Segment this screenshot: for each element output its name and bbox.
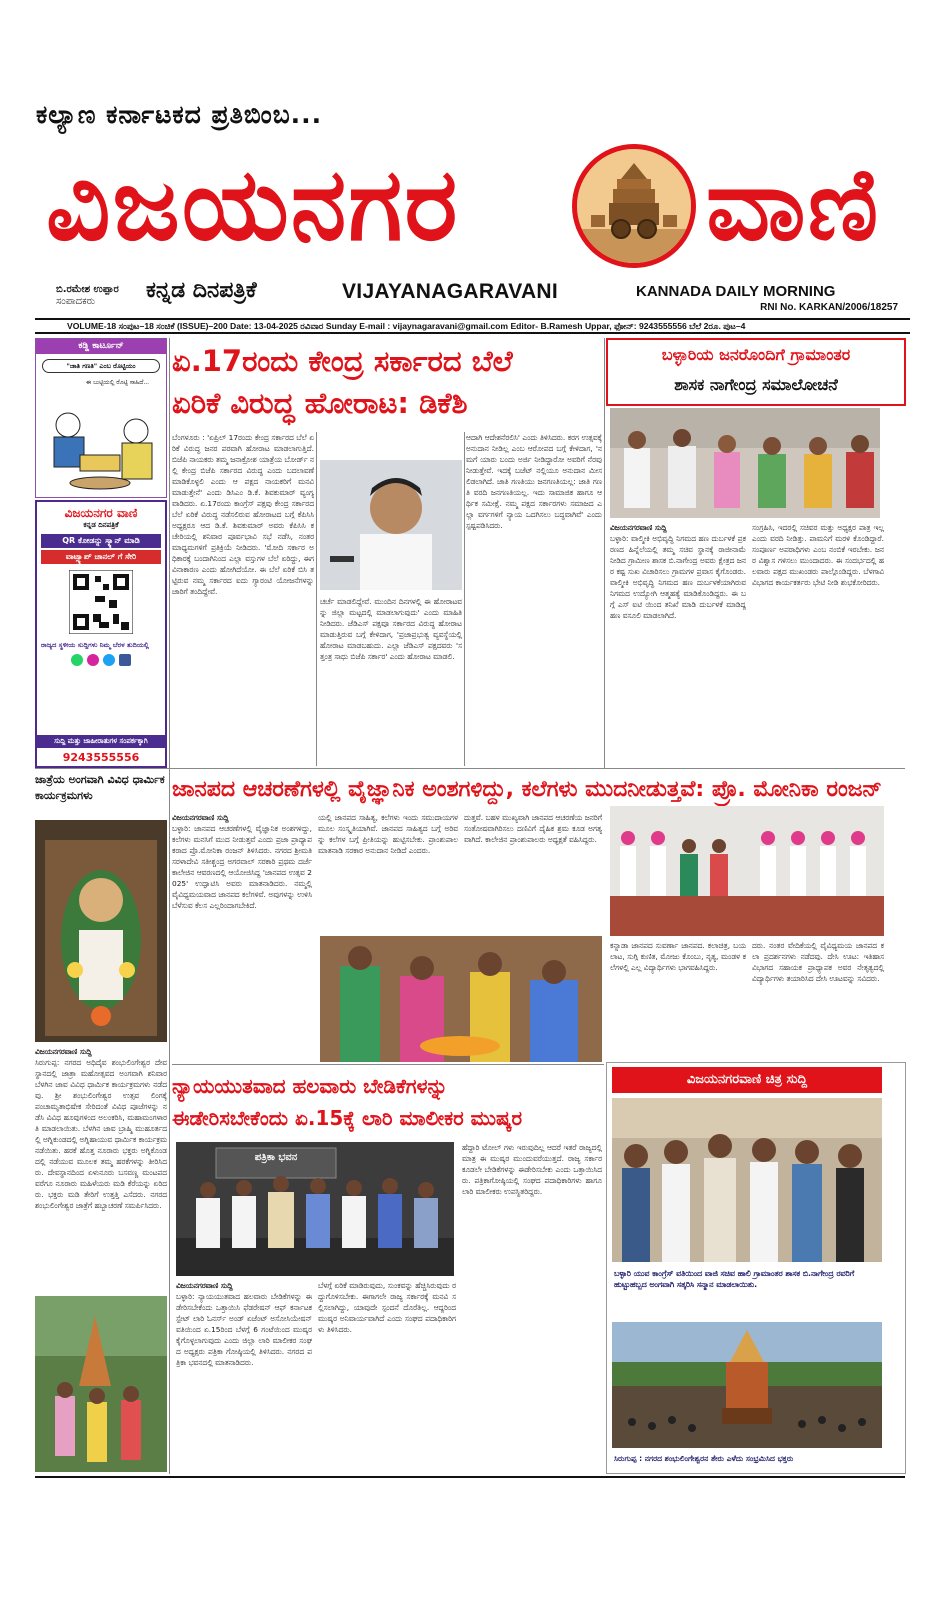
folk-col-3: ದುತ್ತವೆ. ಬಹಳ ಮುಖ್ಯವಾಗಿ ಜಾನಪದ ಆಚರಣೆಯ ಜನರಿಗೆ ಸಂತೋಷವಾಗಿರಿಸಲು ದಣಿವಿಗೆ ದೈಹಿಕ ಶ್ರಮ ಕೂಡ ಅಗತ್ಯವಾಗಿದೆ. ಕಾಲೇಜಿನ ಪ್ರಾಂಶುಪಾಲರು ಅಧ್ಯಕ್ಷತೆ ವಹಿಸಿದ್ದರು. [464,813,602,844]
whatsapp-icon[interactable] [71,654,83,666]
cartoon-heading: ಕಡ್ಡಿ ಕಾರ್ಟೂನ್ [36,339,166,354]
masthead-tagline: ಕಲ್ಯಾಣ ಕರ್ನಾಟಕದ ಪ್ರತಿಬಿಂಬ... [36,100,323,129]
issue-info-bar: VOLUME-18 ಸಂಪುಟ–18 ಸಂಚಿಕೆ (ISSUE)–200 Date: 13-04-2025 ರವಿವಾರ Sunday E-mail : vijaynagaravani@gmail.com Editor- B.Ramesh Uppar, ಫೋನ್: 9243555556 ಬೆಲೆ 2ರೂ. ಪುಟ–4 [35,318,910,334]
column-rule [316,432,317,766]
chariot-festival-photo [612,1322,882,1448]
jatre-body-text: ಸಿರುಗುಪ್ಪ: ನಗರದ ಅಧಿದೈವ ಶಂಭುಲಿಂಗೇಶ್ವರ ದೇವಸ್ಥಾನದಲ್ಲಿ ಜಾತ್ರಾ ಮಹೋತ್ಸವದ ಅಂಗವಾಗಿ ಶನಿವಾರ ಬೆಳಗಿನ ಜಾವ ವಿವಿಧ ಧಾರ್ಮಿಕ ಕಾರ್ಯಕ್ರಮಗಳು ನಡೆದವು. ಶ್ರೀ ಶಂಭುಲಿಂಗೇಶ್ವರ ಉತ್ಸವ ಲಿಂಗಕ್ಕೆ ಪಂಚಾಮೃತಾಭಿಷೇಕ ಸೇರಿದಂತೆ ವಿವಿಧ ಪೂಜೆಗಳನ್ನು ನಡೆಸಿ ವಿವಿಧ ಹೂವುಗಳಿಂದ ಅಲಂಕರಿಸಿ, ಮಹಾಮಂಗಳಾರತಿ ಮಾಡಲಾಯಿತು. ಬೆಳಗಿನ ಜಾವ ಬ್ರಾಹ್ಮಿ ಮುಹೂರ್ತದಲ್ಲಿ ಅಗ್ನಿಕುಂಡದಲ್ಲಿ ಅಗ್ನಿಹಾಯುವ ಧಾರ್ಮಿಕ ಕಾರ್ಯಕ್ರಮ ನಡೆಯಿತು. ಹರಕೆ ಹೊತ್ತ ನೂರಾರು ಭಕ್ತರು ಅಗ್ನಿಕೊಂಡದಲ್ಲಿ ನಡೆಯುವ ಮೂಲಕ ತಮ್ಮ ಹರಕೆಗಳನ್ನು ತೀರಿಸಿದರು. ದೇವಸ್ಥಾನದಿಂದ ಏಳುನೂರು ಬಸವಣ್ಣ ಮಂಟಪದ ವರೆಗೂ ನೂರಾರು ಮಹಿಳೆಯರು ಮಡಿ ಕೆರೆಯನ್ನು ಏರಿದರು. ಭಕ್ತರು ಮಡಿ ತೇರಿಗೆ ಉತ್ತತ್ತಿ ಎಸೆದರು. ನಗರದ ಶಂಭುಲಿಂಗೇಶ್ವರ ಜಾತ್ರೆಗೆ ಹಬ್ಬಾಚರಣೆ ಸಮರ್ಪಿಸಿದರು. [35,1058,167,1210]
column-rule [169,338,170,1474]
logo-word-left: ವಿಜಯನಗರ [46,146,460,263]
lorry-col-1 [176,1280,312,1472]
editor-role: ಸಂಪಾದಕರು [56,296,96,307]
chitra-banner: ವಿಜಯನಗರವಾಣಿ ಚಿತ್ರ ಸುದ್ದಿ [612,1067,882,1093]
folk-col-2: ಯಲ್ಲಿ ಜಾನಪದ ಸಾಹಿತ್ಯ, ಕಲೆಗಳು ಇಂದು ಸಮುದಾಯಗಳ ಮೂಲ ಸಂಸ್ಕೃತಿಯಾಗಿವೆ. ಜಾನಪದ ಸಾಹಿತ್ಯದ ಬಗ್ಗೆ ಅರಿವನ್ನು ಕಲೆಗಳ ಬಗ್ಗೆ ಪ್ರೀತಿಯನ್ನು ಹುಟ್ಟಿಸಬೇಕು. ಪ್ರಾಂಶುಪಾಲ ಮಾತನಾಡಿ ಸರಕಾರ ಅನುದಾನ ನೀಡಿದೆ ಎಂದರು. [318,813,458,855]
ad-subtitle: ಕನ್ನಡ ದಿನಪತ್ರಿಕೆ [83,521,119,529]
logo-word-right: ವಾಣಿ [706,146,881,263]
deity-photo [35,820,167,1042]
lead-col-2: ಚರ್ಚೆ ಮಾಡಲಿದ್ದೇವೆ. ಮುಂದಿನ ದಿನಗಳಲ್ಲಿ ಈ ಹೋರಾಟವನ್ನು ಜಿಲ್ಲಾ ಮಟ್ಟದಲ್ಲಿ ಮಾಡಲಾಗುವುದು' ಎಂದು ಮಾಹಿತಿ ನೀಡಿದರು. ಜೆಡಿಎಸ್ ಪಕ್ಷವೂ ಸರ್ಕಾರದ ವಿರುದ್ಧ ಹೋರಾಟ ಮಾಡುತ್ತಿರುವ ಬಗ್ಗೆ ಕೇಳಿದಾಗ, 'ಪ್ರಜಾಪ್ರಭುತ್ವ ವ್ಯವಸ್ಥೆಯಲ್ಲಿ ಹೋರಾಟ ಮಾಡಬಹುದು. ಎಲ್ಲಾ ಜೆಡಿಎಸ್ ಪಕ್ಷದವರು 'ಸತ್ತಂತ್ರ ಸಾಧು ಬಿಜೆಪಿ ಸರ್ಕಾರ' ಎಂದು ಹೋರಾಟ ಮಾಡಲಿ. [320,597,462,661]
folk-col-4: ಕನ್ನಾಡಾ ಜಾನಪದ ಸುವರ್ಣಾ ಜಾನಪದ. ಕಲಾಚಿತ್ರ, ಬಯಲಾಟ, ಸುಗ್ಗಿ ಕುಣಿತ, ಮೋಜು ಕೊಂಬು, ನೃತ್ಯ, ಮಂಡಳ ಕಲೆಗಳಲ್ಲಿ ಎಲ್ಲ ವಿದ್ಯಾರ್ಥಿಗಳು ಭಾಗವಹಿಸಿದ್ದರು. [610,941,746,972]
editor-name: ಬಿ.ರಮೇಶ ಉಪ್ಪಾರ [56,284,119,295]
ballari-col-1-text: ಬಳ್ಳಾರಿ: ವಾಲ್ಮೀಕಿ ಅಭಿವೃದ್ಧಿ ನಿಗಮದ ಹಣ ದುರ್ಬಳಕೆ ಪ್ರಕರಣದ ಹಿನ್ನೆಲೆಯಲ್ಲಿ ತಮ್ಮ ಸಚಿವ ಸ್ಥಾನಕ್ಕೆ ರಾಜೀನಾಮೆ ನೀಡಿದ ಗ್ರಾಮೀಣ ಶಾಸಕ ಬಿ.ನಾಗೇಂದ್ರ ಅವರು ಕ್ಷೇತ್ರದ ಜನರ ಕಷ್ಟ ಸುಖ ವಿಚಾರಿಸಲು ಗ್ರಾಮಗಳ ಪ್ರವಾಸ ಕೈಗೊಂಡರು. ವಾಲ್ಮೀಕಿ ಅಭಿವೃದ್ಧಿ ನಿಗಮದ ಹಣ ದುರ್ಬಳಕೆಯಾಗಿರುವ ನಿಗಮದ ಉದ್ಯೋಗಿ ಆತ್ಮಹತ್ಯೆ ಮಾಡಿಕೊಂಡಿದ್ದರು. ಈ ಬಗ್ಗೆ ಎಸ್ ಐಟಿ ಯಿಂದ ತನಿಖೆ ಮಾಡಿ ದುರ್ಬಳಕೆ ಮಾಡಿದ್ದ ಹಣ ವಸೂಲಿ ಮಾಡಲಾಗಿದೆ. [610,534,746,620]
lead-headline [172,340,604,424]
instagram-icon[interactable] [87,654,99,666]
lead-headline-line2: ಏರಿಕೆ ವಿರುದ್ಧ ಹೋರಾಟ: ಡಿಕೆಶಿ [172,386,468,420]
lorry-headline-line2: ಈಡೇರಿಸಬೇಕೆಂದು ಏ.15ಕ್ಕೆ ಲಾರಿ ಮಾಲೀಕರ ಮುಷ್ಕರ [172,1106,523,1130]
ad-qr-line: QR ಕೋಡನ್ನು ಸ್ಕ್ಯಾನ್ ಮಾಡಿ [41,534,161,548]
rni-number: RNI No. KARKAN/2006/18257 [760,302,898,313]
chitra-caption-2: ಸಿರುಗುಪ್ಪ : ನಗರದ ಶಂಭುಲಿಂಗೇಶ್ವರನ ತೇರು ಎಳೆದು ಸಂಭ್ರಮಿಸಿದ ಭಕ್ತರು [614,1454,794,1463]
lorry-col-3: ಹೆದ್ದಾರಿ ಟೋಲ್ ಗಳು ಇರುವುದಿಲ್ಲ ಆದರೆ ಇತರೆ ರಾಜ್ಯದಲ್ಲಿ ಮಾತ್ರ ಈ ಮುಷ್ಕರ ಮುಂದುವರೆಯುತ್ತದೆ. ರಾಜ್ಯ ಸರ್ಕಾರ ಕೂಡಲೇ ಬೇಡಿಕೆಗಳನ್ನು ಈಡೇರಿಸಬೇಕು ಎಂದು ಒತ್ತಾಯಿಸಿದರು. ಪತ್ರಿಕಾಗೋಷ್ಠಿಯಲ್ಲಿ ಸಂಘದ ಪದಾಧಿಕಾರಿಗಳು ಹಾಗೂ ಲಾರಿ ಮಾಲೀಕರು ಉಪಸ್ಥಿತರಿದ್ದರು. [462,1143,602,1196]
lead-col-3: ಆದಾಗಿ ಆದೇಶನೆರಲಿಸಿ' ಎಂದು ತಿಳಿಸಿದರು. ಕರಗ ಉತ್ಸವಕ್ಕೆ ಅನುದಾನ ನೀಡಿಲ್ಲ ಎಂಬ ಆರೋಪದ ಬಗ್ಗೆ ಕೇಳಿದಾಗ, 'ನಮಗೆ ಯಾರು ಬಂದು ಅರ್ಜಿ ನೀಡಿದ್ದಾರೋ ಅವರಿಗೆ ನೆರವು ನೀಡುತ್ತೇವೆ. ಇದಕ್ಕೆ ಬಜೆಟ್ ನಲ್ಲಿಯೂ ಅನುದಾನ ಮೀಸಲಿಡಲಾಗಿದೆ. ಜಾತಿ ಗಣತಿಯು ಜನಗಣತಿಯಲ್ಲ: ಜಾತಿ ಗಣತಿ ವರದಿ ಜನಗಣತಿಯಲ್ಲ. ಇದು ಸಾಮಾಜಿಕ ಹಾಗೂ ಆರ್ಥಿಕ ಸಮೀಕ್ಷೆ. ನಮ್ಮ ಪಕ್ಷದ ಸರ್ಕಾರಗಳು ಸಮಾಜದ ಎಲ್ಲಾ ವರ್ಗಗಳಿಗೆ ನ್ಯಾಯ ಒದಗಿಸಲು ಬದ್ಧವಾಗಿವೆ' ಎಂದು ಸ್ಪಷ್ಟಪಡಿಸಿದರು. [466,433,602,530]
masthead-subrow [46,278,906,312]
press-banner-text: ಪತ್ರಿಕಾ ಭವನ [254,1152,298,1163]
lead-col-1: ಬೆಂಗಳೂರು : 'ಏಪ್ರಿಲ್ 17ರಂದು ಕೇಂದ್ರ ಸರ್ಕಾರದ ಬೆಲೆ ಏರಿಕೆ ವಿರುದ್ಧ ಜನರ ಪರವಾಗಿ ಹೋರಾಟ ಮಾಡಲಾಗುತ್ತಿದೆ. ಬಿಜೆಪಿ ನಾಯಕರು ತಮ್ಮ ಜನಾಕ್ರೋಶ ಯಾತ್ರೆಯ ಬೋರ್ಡ್ ನಲ್ಲಿ ಕೇಂದ್ರ ಬಿಜೆಪಿ ಸರ್ಕಾರದ ವಿರುದ್ಧ ಎಂದು ಬದಲಾವಣೆ ಮಾಡಿಕೊಳ್ಳಲಿ ಎಂದು ಆ ಪಕ್ಷದ ನಾಯಕರಿಗೆ ಮನವಿ ಮಾಡುತ್ತೇನೆ' ಎಂದು ಡಿಸಿಎಂ ಡಿ.ಕೆ. ಶಿವಕುಮಾರ್ ವ್ಯಂಗ್ಯವಾಡಿದರು. ಏ.17ರಂದು ಕಾಂಗ್ರೆಸ್ ಪಕ್ಷವು ಕೇಂದ್ರ ಸರ್ಕಾರದ ಬೆಲೆ ಏರಿಕೆ ವಿರುದ್ಧ ನಡೆಸಲಿರುವ ಹೋರಾಟದ ಬಗ್ಗೆ ಕೆಪಿಸಿಸಿ ಅಧ್ಯಕ್ಷರೂ ಆದ ಡಿ.ಕೆ. ಶಿವಕುಮಾರ್ ಅವರು ಕೆಪಿಸಿಸಿ ಕಚೇರಿಯಲ್ಲಿ ಶನಿವಾರ ಪೂರ್ವಭಾವಿ ಸಭೆ ನಡೆಸಿ, ನಂತರ ಮಾಧ್ಯಮಗಳಿಗೆ ಪ್ರತಿಕ್ರಿಯೆ ನೀಡಿದರು. 'ಮೋದಿ ಸರ್ಕಾರ ಅಧಿಕಾರಕ್ಕೆ ಬಂದಾಗಿನಿಂದ ಎಲ್ಲಾ ವಸ್ತುಗಳ ಬೆಲೆ ಏರಿದ್ದು, ಈಗ ವಿನಾಕಾರಣ ಎಂದು ಹೋಗಿದೆಯೋ. ಈ ಬೆಲೆ ಏರಿಕೆ ಬಿಸಿ ತಟ್ಟಿರುವ ನಮ್ಮ ಸರ್ಕಾರದ ಐದು ಗ್ಯಾರಂಟಿ ಯೋಜನೆಗಳನ್ನು ಜಾರಿಗೆ ತಂದಿದ್ದೇವೆ. [172,433,314,596]
newspaper-logo [46,140,906,270]
lorry-headline [172,1070,604,1134]
folk-col-5: ದರು. ನಂತರ ವೇದಿಕೆಯಲ್ಲಿ ವೈವಿಧ್ಯಮಯ ಜಾನಪದ ಕಲಾ ಪ್ರದರ್ಶನಗಳು ನಡೆದವು. ದೇಸಿ ಊಟ: ಇತಿಹಾಸ ವಿಭಾಗದ ಸಹಾಯಕ ಪ್ರಾಧ್ಯಾಪಕ ಅವರ ನೇತೃತ್ವದಲ್ಲಿ ವಿದ್ಯಾರ್ಥಿಗಳು ತಯಾರಿಸಿದ ದೇಸಿ ಊಟವನ್ನು ಸವಿದರು. [752,941,884,983]
hampi-chariot-emblem [572,144,696,268]
chitra-caption-1: ಬಳ್ಳಾರಿ ಯುವ ಕಾಂಗ್ರೆಸ್ ವತಿಯಿಂದ ವಾಜಿ ಸಚಿವ ಹಾಲಿ ಗ್ರಾಮಾಂತರ ಶಾಸಕ ಬಿ.ನಾಗೇಂದ್ರ ರವರಿಗೆ ಹುಟ್ಟುಹಬ್ಬದ ಅಂಗವಾಗಿ ಸತ್ಕರಿಸಿ ಸನ್ಮಾನ ಮಾಡಲಾಯಿತು. [614,1269,855,1289]
birthday-felicitation-photo [612,1098,882,1262]
section-rule [172,1064,604,1065]
facebook-icon[interactable] [119,654,131,666]
qr-code-icon[interactable] [69,570,133,634]
cartoon-drawing [40,403,162,493]
lorry-col-1-text: ಬಳ್ಳಾರಿ: ನ್ಯಾಯಯುತವಾದ ಹಲವಾರು ಬೇಡಿಕೆಗಳನ್ನು ಈಡೇರಿಸಬೇಕೆಂದು ಒತ್ತಾಯಿಸಿ ಫೆಡರೇಷನ್ ಆಫ್ ಕರ್ನಾಟಕ ಸ್ಟೇಟ್ ಲಾರಿ ಓನರ್ಸ್ ಅಂಡ್ ಏಜೆಂಟ್ ಅಸೋಸಿಯೇಷನ್ ವತಿಯಿಂದ ಏ.15ರಿಂದ ಬೆಳಗ್ಗೆ 6 ಗಂಟೆಯಿಂದ ಮುಷ್ಕರ ಕೈಗೊಳ್ಳಲಾಗುವುದು ಎಂದು ಜಿಲ್ಲಾ ಲಾರಿ ಮಾಲೀಕರ ಸಂಘದ ಅಧ್ಯಕ್ಷರು ಪತ್ರಿಕಾ ಗೋಷ್ಠಿಯಲ್ಲಿ ತಿಳಿಸಿದರು. ನಗರದ ಪತ್ರಿಕಾ ಭವನದಲ್ಲಿ ಮಾತನಾಡಿದರು. [176,1292,312,1367]
whatsapp-channel-ad [35,500,167,768]
section-rule [35,768,905,769]
editor-block [56,284,119,308]
folk-byline: ವಿಜಯನಗರವಾಣಿ ಸುದ್ದಿ [172,813,229,822]
daily-kannada: ಕನ್ನಡ ದಿನಪತ್ರಿಕೆ [146,278,257,303]
ad-line2: ಸುದ್ದಿ ಮತ್ತು ಜಾಹೀರಾತುಗಳ ಸಂಪರ್ಕಕ್ಕಾಗಿ [37,735,165,748]
column-rule [464,432,465,766]
lorry-byline: ವಿಜಯನಗರವಾಣಿ ಸುದ್ದಿ [176,1281,233,1290]
folk-stage-photo [610,806,884,936]
jatre-byline: ವಿಜಯನಗರವಾಣಿ ಸುದ್ದಿ [35,1047,92,1056]
ballari-byline: ವಿಜಯನಗರವಾಣಿ ಸುದ್ದಿ [610,523,667,532]
ad-cta: ವಾಟ್ಸ್ಯಾಪ್ ಚಾನಲ್ ಗೆ ಸೇರಿ [41,550,161,564]
cartoon-bubble: "ಜಾತಿ ಗಣತಿ" ಎಂಬ ರೊಟ್ಟಿಯಂ [42,359,160,373]
ballari-col-2: ಸಂಗ್ರಹಿಸಿ, ಇದರಲ್ಲಿ ಸಚಿವರ ಮತ್ತು ಅಧ್ಯಕ್ಷರ ಪಾತ್ರ ಇಲ್ಲ ಎಂದು ವರದಿ ನೀಡಿತ್ತು. ಪಾಮನಿಗೆ ಮರಳಿ ಕೊಂಡಿದ್ದಾರೆ. ಸಂಪೂರ್ಣ ಅಪರಾಧಿಗಳು ಎಂಬ ನಂಬಿಕೆ ಇರಬೇಕು. ಜನರ ವಿಶ್ವಾಸ ಗಳಿಸಲು ಮುಂದಾದರು. ಈ ಸಂದರ್ಭದಲ್ಲಿ ಹಲವಾರು ಪಕ್ಷದ ಮುಖಂಡರು ಪಾಲ್ಗೊಂಡಿದ್ದರು. ಬೆಳಗಾವಿ ವಿಭಾಗದ ಕಾರ್ಯಕರ್ತರು ಭೇಟಿ ನೀಡಿ ಶುಭಕೋರಿದರು. [752,523,884,587]
folk-headline: ಜಾನಪದ ಆಚರಣೆಗಳಲ್ಲಿ ವೈಜ್ಞಾನಿಕ ಅಂಶಗಳಿದ್ದು, ಕಲೆಗಳು ಮುದನೀಡುತ್ತವೆ: ಪ್ರೊ. ಮೋನಿಕಾ ರಂಜನ್ [172,777,882,802]
telegram-icon[interactable] [103,654,115,666]
folk-col-1-text: ಬಳ್ಳಾರಿ: ಜಾನಪದ ಆಚರಣೆಗಳಲ್ಲಿ ವೈಜ್ಞಾನಿಕ ಅಂಶಗಳಿದ್ದು, ಕಲೆಗಳು ಮನಸಿಗೆ ಮುದ ನೀಡುತ್ತವೆ ಎಂದು ಪ್ರಜಾ ಪ್ರಾಧ್ಯಾಪಕರಾದ ಪ್ರೊ.ಮೋನಿಕಾ ರಂಜನ್ ತಿಳಿಸಿದರು. ನಗರದ ಶ್ರೀಮತಿ ಸರಳಾದೇವಿ ಸತೀಶ್ಚಂದ್ರ ಅಗರವಾಲ್ ಸರಕಾರಿ ಪ್ರಥಮ ದರ್ಜೆ ಕಾಲೇಜಿನ ಆವರಣದಲ್ಲಿ ಆಯೋಜಿಸಿದ್ದ 'ಜಾನಪದ ಉತ್ಸವ 2025' ಉದ್ಘಾಟಿಸಿ ಅವರು ಮಾತನಾಡಿದರು. ನಮ್ಮಲ್ಲಿ ವೈವಿಧ್ಯಮಯವಾದ ಜಾನಪದ ಕಲೆಗಳಿವೆ. ಅವುಗಳನ್ನು ಉಳಿಸಿ ಬೆಳೆಸುವ ಕೆಲಸ ಎಲ್ಲರಿಂದಾಗಬೇಕಿದೆ. [172,824,312,910]
ballari-meeting-photo [610,408,880,518]
lead-headline-line1: ಏ.17ರಂದು ಕೇಂದ್ರ ಸರ್ಕಾರದ ಬೆಲೆ [172,344,513,378]
jatre-body [35,1046,167,1292]
ad-phone[interactable]: 9243555556 [62,751,140,764]
page-bottom-rule [35,1476,905,1478]
column-rule [604,338,605,768]
folk-pooja-photo [320,936,602,1062]
lorry-headline-line1: ನ್ಯಾಯಯುತವಾದ ಹಲವಾರು ಬೇಡಿಕೆಗಳನ್ನು [172,1074,448,1098]
cartoon-speech: ಈ ಬುಟ್ಟಿಯಲ್ಲಿ ರೊಟ್ಟಿ ಸಾಹಿದೆ... [86,379,150,386]
chariot-procession-photo [35,1296,167,1472]
ballari-col-1 [610,522,746,766]
ballari-headline-line2: ಶಾಸಕ ನಾಗೇಂದ್ರ ಸಮಾಲೋಚನೆ [674,375,838,394]
ad-social-icons [41,654,161,666]
cartoon-panel [35,338,167,498]
lorry-col-2: ಬೆಳಗ್ಗೆ ಏರಿಕೆ ಮಾಡಿರುವುದು, ಸುಂಕವನ್ನು ಹೆಚ್ಚಿಸಿರುವುದು ರದ್ದುಗೊಳಿಸಬೇಕು. ಈಗಾಗಲೇ ರಾಜ್ಯ ಸರ್ಕಾರಕ್ಕೆ ಮನವಿ ಸಲ್ಲಿಸಲಾಗಿದ್ದು, ಯಾವುದೇ ಸ್ಪಂದನೆ ದೊರೆತಿಲ್ಲ. ಆದ್ದರಿಂದ ಮುಷ್ಕರ ಅನಿವಾರ್ಯವಾಗಿದೆ ಎಂದು ಸಂಘದ ಪದಾಧಿಕಾರಿಗಳು ತಿಳಿಸಿದರು. [318,1281,456,1334]
dk-shivakumar-photo [320,460,462,590]
ad-title: ವಿಜಯನಗರ ವಾಣಿ [37,502,165,521]
press-meet-photo [176,1142,454,1276]
jatre-headline: ಜಾತ್ರೆಯ ಅಂಗವಾಗಿ ವಿವಿಧ ಧಾರ್ಮಿಕ ಕಾರ್ಯಕ್ರಮಗಳು [35,773,165,802]
ballari-headline-line1: ಬಳ್ಳಾರಿಯ ಜನರೊಂದಿಗೆ ಗ್ರಾಮಾಂತರ [661,345,851,364]
brand-english: VIJAYANAGARAVANI [342,280,559,303]
folk-col-1 [172,812,312,1062]
ballari-headline-box [606,338,906,406]
ad-line1: ರಾಜ್ಯದ ಸ್ಥಳೀಯ ಸುದ್ದಿಗಳು ನಿಮ್ಮ ಬೆರಳ ತುದಿಯಲ್ಲಿ [41,641,149,649]
daily-english: KANNADA DAILY MORNING [636,283,836,300]
